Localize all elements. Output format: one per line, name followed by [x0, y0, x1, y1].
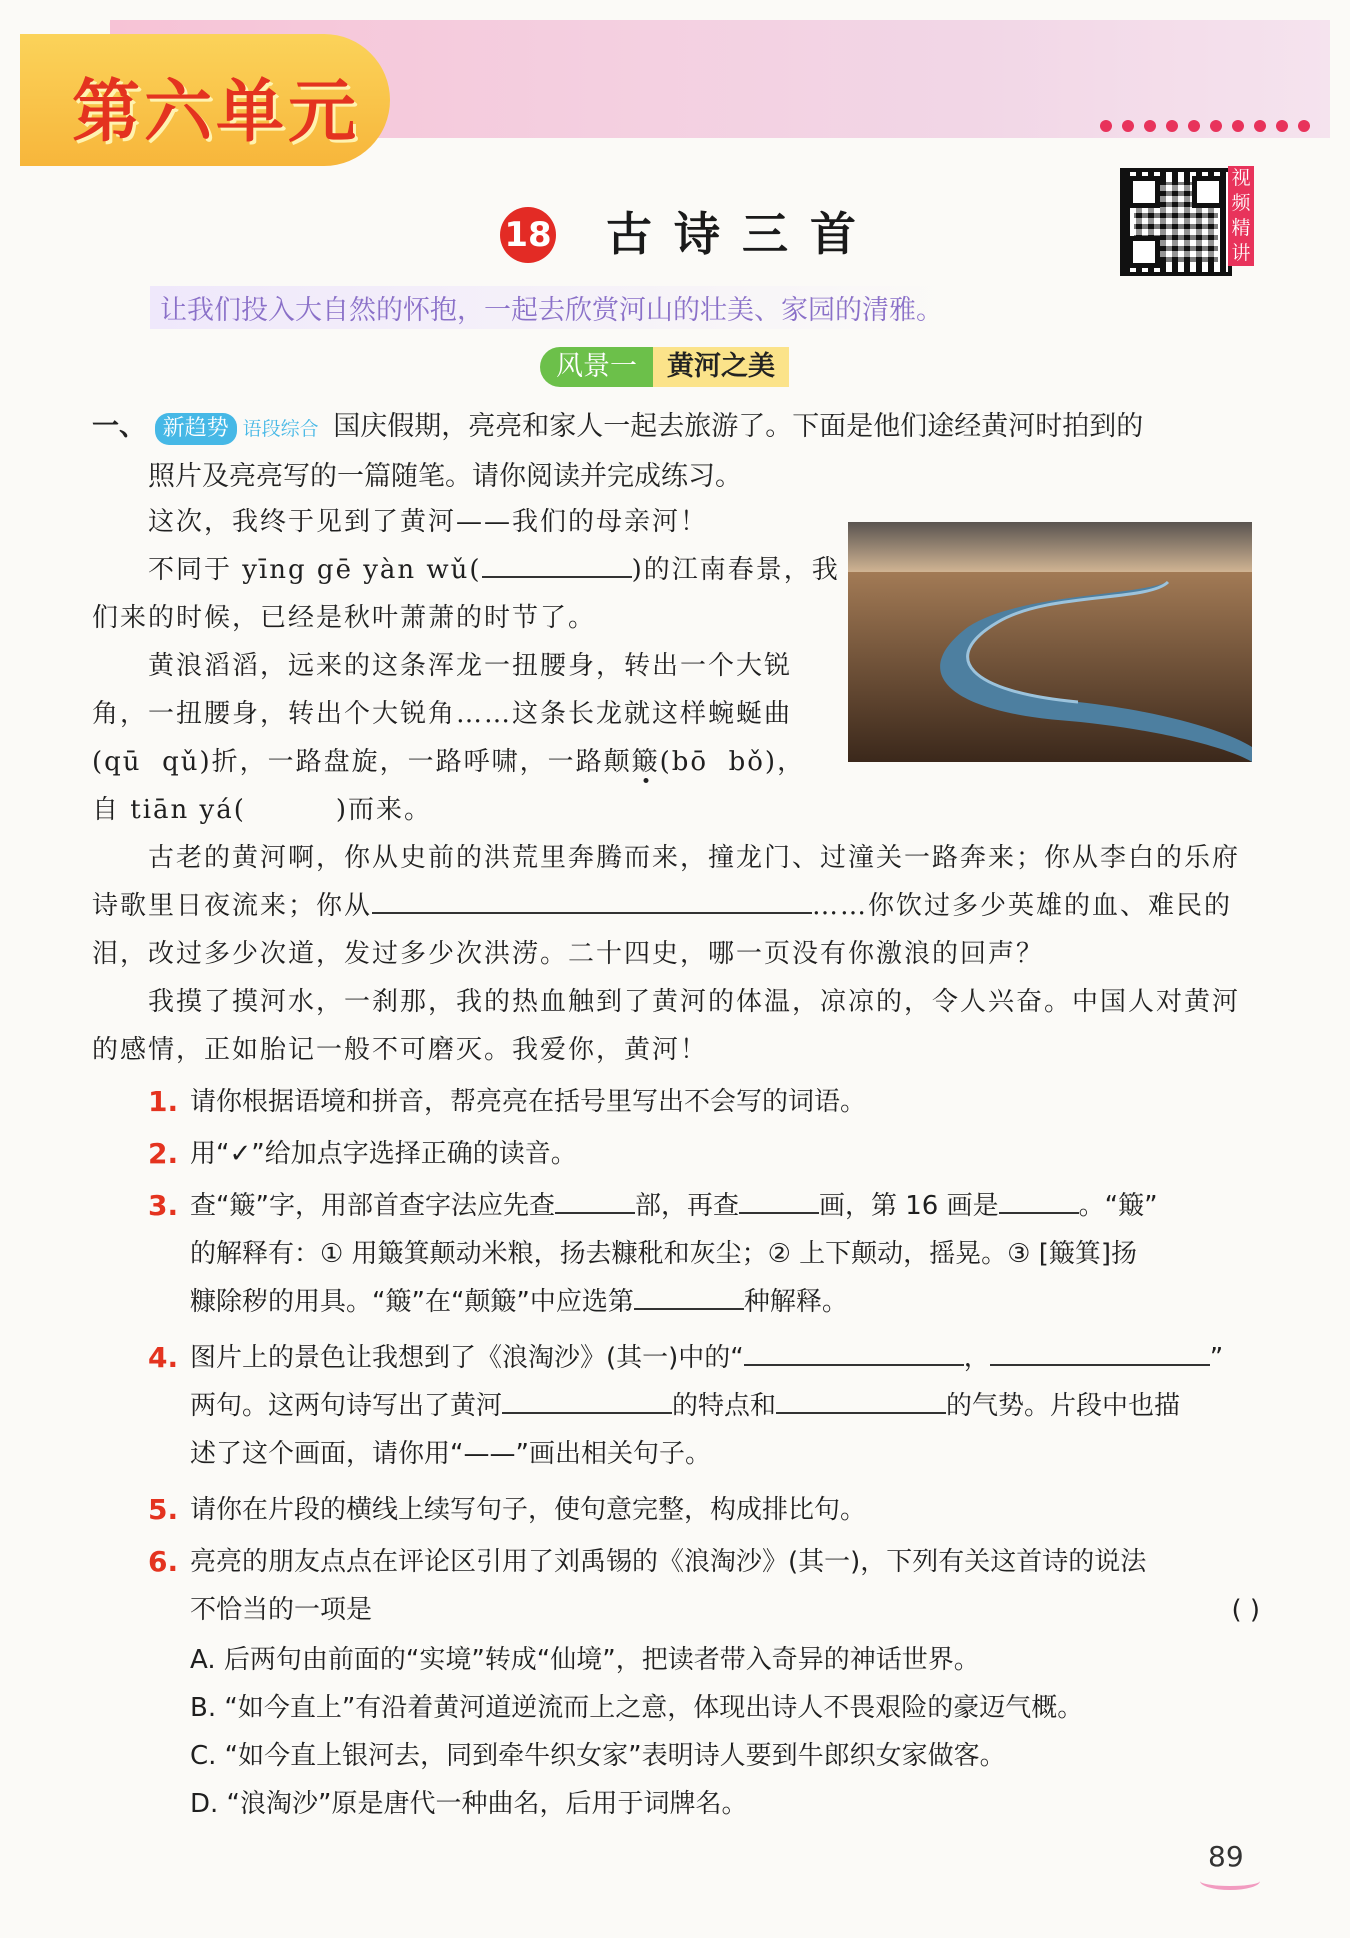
scene-tag: [540, 347, 789, 387]
question-item-2: [148, 1130, 1260, 1178]
essay-p4-line2: [92, 882, 1232, 930]
question-1-prompt: [92, 402, 1262, 452]
item-4a: 图片上的景色让我想到了《浪淘沙》(其一)中的“: [190, 1343, 744, 1373]
item-3-line3a: 糠除秽的用具。“簸”在“颠簸”中应选第: [190, 1287, 634, 1317]
item-4-line2b: 的特点和: [672, 1391, 777, 1421]
option-a[interactable]: A. 后两句由前面的“实境”转成“仙境”，把读者带入奇异的神话世界。: [190, 1645, 980, 1675]
yellow-river-photo: [848, 522, 1252, 762]
decorative-dots: [1100, 120, 1310, 132]
item-number: 3.: [148, 1189, 179, 1222]
item-3d: 。“簸”: [1078, 1191, 1158, 1221]
item-4c: ”: [1209, 1343, 1224, 1373]
essay-p5-line1: 我摸了摸河水，一刹那，我的热血触到了黄河的体温，凉凉的，令人兴奋。中国人对黄河: [148, 987, 1241, 1017]
dotted-char-bo: 簸: [631, 747, 660, 777]
pinyin-bo3[interactable]: bǒ)，: [728, 747, 806, 777]
answer-choice-parentheses[interactable]: ( ): [1231, 1595, 1260, 1625]
item-text: 请你根据语境和拼音，帮亮亮在括号里写出不会写的词语。: [190, 1087, 867, 1117]
answer-blank-pinyin-1[interactable]: [482, 576, 632, 578]
item-3b: 部，再查: [634, 1191, 739, 1221]
item-6-line2-text: 不恰当的一项是: [190, 1595, 373, 1625]
essay-p4b2: ……你饮过多少英雄的血、难民的: [812, 891, 1233, 921]
question-item-1: [148, 1078, 1260, 1126]
essay-p3-line2: 角，一扭腰身，转出个大锐角……这条长龙就这样蜿蜒曲: [92, 699, 793, 729]
answer-blank-parallel-sentence[interactable]: [372, 912, 812, 914]
question-item-6: [148, 1538, 1260, 1634]
essay-p2-line2: 们来的时候，已经是秋叶萧萧的时节了。: [92, 603, 597, 633]
page-swoosh: [1200, 1872, 1260, 1890]
question-item-3: [148, 1182, 1260, 1326]
qr-label: 视频精讲: [1228, 166, 1254, 266]
trend-badge: 新趋势: [155, 413, 237, 445]
item-3-line3: [190, 1278, 1260, 1326]
prompt-line-2: 照片及亮亮写的一篇随笔。请你阅读并完成练习。: [148, 461, 742, 492]
item-3-line2: 的解释有：① 用簸箕颠动米粮，扬去糠秕和灰尘；② 上下颠动，摇晃。③ [簸箕]扬: [190, 1239, 1138, 1269]
answer-blank-16th-stroke[interactable]: [999, 1212, 1079, 1214]
scene-name: 黄河之美: [653, 347, 789, 387]
item-text: 用“✓”给加点字选择正确的读音。: [190, 1139, 577, 1169]
item-number: 1.: [148, 1085, 179, 1118]
item-4-line2a: 两句。这两句诗写出了黄河: [190, 1391, 503, 1421]
item-number: 5.: [148, 1493, 179, 1526]
answer-blank-momentum[interactable]: [776, 1412, 946, 1414]
essay-p2a: 不同于 yīng gē yàn wǔ(: [148, 555, 482, 585]
scene-tag-label: 风景一: [540, 347, 653, 387]
item-3c: 画，第 16 画是: [818, 1191, 999, 1221]
essay-p3d2: )而来。: [335, 795, 433, 825]
item-number: 6.: [148, 1545, 179, 1578]
item-6-line1: 亮亮的朋友点点在评论区引用了刘禹锡的《浪淘沙》(其一)，下列有关这首诗的说法: [190, 1547, 1147, 1577]
answer-blank-feature[interactable]: [502, 1412, 672, 1414]
page-number: 89: [1208, 1840, 1244, 1873]
option-d[interactable]: D. “浪淘沙”原是唐代一种曲名，后用于词牌名。: [190, 1789, 748, 1819]
essay-p3d1: 自 tiān yá(: [92, 795, 246, 825]
qr-code-icon[interactable]: [1120, 168, 1232, 276]
question-item-4: [148, 1334, 1260, 1478]
item-4-line3: 述了这个画面，请你用“——”画出相关句子。: [190, 1439, 711, 1469]
essay-p3-line3: [92, 738, 805, 786]
answer-blank-radical[interactable]: [555, 1212, 635, 1214]
item-4-line2: [190, 1382, 1260, 1430]
item-4-line1: [190, 1334, 1260, 1382]
essay-p4-line3: 泪，改过多少次道，发过多少次洪涝。二十四史，哪一页没有你激浪的回声？: [92, 939, 1045, 969]
lesson-number: 18: [500, 207, 556, 263]
item-number: 2.: [148, 1137, 179, 1170]
item-3-line1: [190, 1182, 1260, 1230]
essay-p5-line2: 的感情，正如胎记一般不可磨灭。我爱你，黄河！: [92, 1035, 709, 1065]
essay-p3-line1: 黄浪滔滔，远来的这条浑龙一扭腰身，转出一个大锐: [148, 651, 793, 681]
item-6-line2: [190, 1586, 1260, 1634]
prompt-line-1: 国庆假期，亮亮和家人一起去旅游了。下面是他们途经黄河时拍到的: [333, 411, 1144, 442]
item-text: 请你在片段的横线上续写句子，使句意完整，构成排比句。: [190, 1495, 867, 1525]
item-3-line3b: 种解释。: [743, 1287, 848, 1317]
pinyin-qu1[interactable]: (qū: [92, 747, 142, 777]
item-3a: 查“簸”字，用部首查字法应先查: [190, 1191, 555, 1221]
essay-p2-line1: [148, 546, 840, 594]
answer-blank-poem-line-2[interactable]: [990, 1364, 1210, 1366]
question-item-5: [148, 1486, 1260, 1534]
item-4-line2c: 的气势。片段中也描: [946, 1391, 1181, 1421]
intro-text: 让我们投入大自然的怀抱，一起去欣赏河山的壮美、家园的清雅。: [150, 286, 953, 329]
essay-p1: 这次，我终于见到了黄河——我们的母亲河！: [148, 507, 709, 537]
option-b[interactable]: B. “如今直上”有沿着黄河道逆流而上之意，体现出诗人不畏艰险的豪迈气概。: [190, 1693, 1084, 1723]
question-1-number: 一、: [92, 411, 146, 442]
essay-p4-line1: 古老的黄河啊，你从史前的洪荒里奔腾而来，撞龙门、过潼关一路奔来；你从李白的乐府: [148, 843, 1241, 873]
essay-p3c2: qǔ)折，一路盘旋，一路呼啸，一路颠: [162, 747, 632, 777]
pinyin-bo1[interactable]: (bō: [659, 747, 709, 777]
unit-title: 第六单元: [72, 73, 361, 152]
essay-p2b: )的江南春景，我: [631, 555, 840, 585]
answer-blank-meaning[interactable]: [634, 1308, 744, 1310]
answer-blank-strokes[interactable]: [739, 1212, 819, 1214]
trend-badge-sub: 语段综合: [242, 418, 319, 440]
essay-p3-line4: [92, 786, 432, 834]
item-number: 4.: [148, 1341, 179, 1374]
answer-blank-poem-line-1[interactable]: [744, 1364, 964, 1366]
lesson-title: 古诗三首: [606, 207, 878, 261]
option-c[interactable]: C. “如今直上银河去，同到牵牛织女家”表明诗人要到牛郎织女家做客。: [190, 1741, 1006, 1771]
item-4b: ，: [963, 1343, 990, 1373]
essay-p4b1: 诗歌里日夜流来；你从: [92, 891, 373, 921]
